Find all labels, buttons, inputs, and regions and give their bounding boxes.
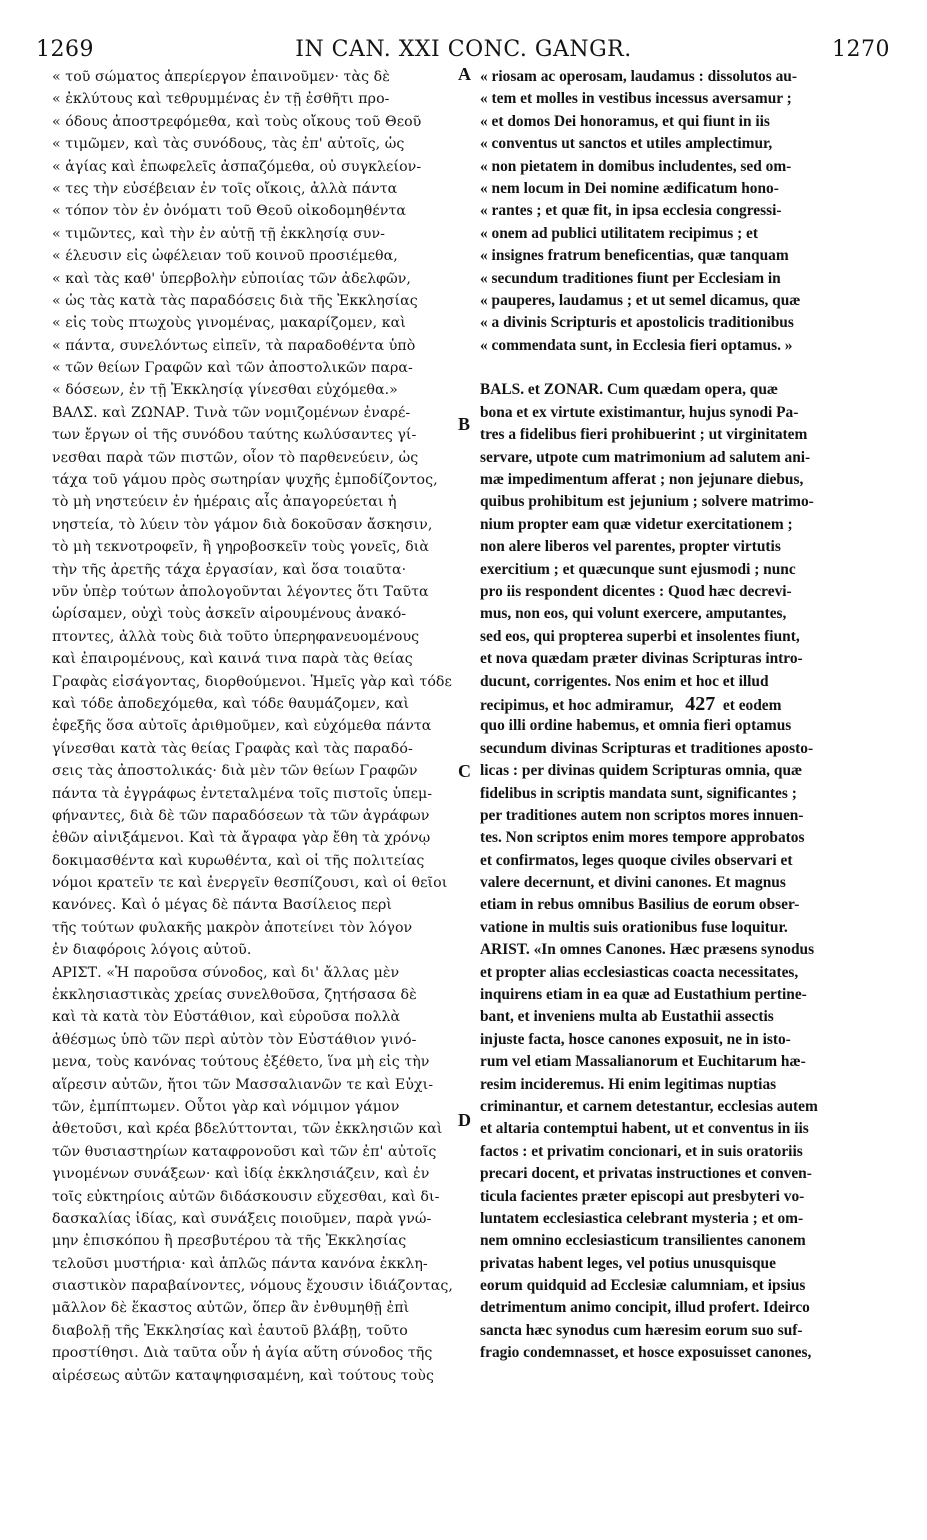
latin-text-line: bant, et inveniens multa ab Eustathii assectis <box>480 1008 774 1026</box>
latin-text-line: « insignes fratrum beneficentias, quæ tanquam <box>480 247 789 265</box>
greek-text-line: νεσθαι παρὰ τῶν πιστῶν, οἷον τὸ παρθενεύειν, ὡς <box>52 449 419 466</box>
latin-text-line: tres a fidelibus fieri prohibuerint ; ut virginitatem <box>480 426 808 444</box>
latin-text-line: sancta hæc synodus cum hæresim eorum suo suf- <box>480 1321 803 1339</box>
greek-text-line: « ὡς τὰς κατὰ τὰς παραδόσεις διὰ τῆς Ἐκκλησίας <box>52 292 418 309</box>
latin-text-line: et nova quædam præter divinas Scripturas intro- <box>480 650 803 668</box>
greek-text-line: τῶν, ἐμπίπτωμεν. Οὗτοι γὰρ καὶ νόμιμον γάμον <box>52 1098 400 1115</box>
section-marker-b: B <box>458 414 471 434</box>
latin-text-line: pro iis respondent dicentes : Quod hæc decrevi- <box>480 582 792 600</box>
greek-text-line: ΒΑΛΣ. καὶ ΖΩΝΑΡ. Τινὰ τῶν νομιζομένων ἐναρέ- <box>52 404 411 421</box>
greek-text-line: σεις τὰς ἀποστολικάς· διὰ μὲν τῶν θείων Γραφῶν <box>52 763 418 780</box>
greek-text-line: « όδους ἀποστρεφόμεθα, καὶ τοὺς οἴκους τοῦ Θεοῦ <box>52 113 422 130</box>
greek-text-line: πάντα τὰ ἐγγράφως ἐντεταλμένα τοῖς πιστοῖς ὑπεμ- <box>52 785 433 802</box>
greek-text-line: μην ἐπισκόπου ἢ πρεσβυτέρου τὰ τῆς Ἐκκλησίας <box>52 1233 407 1250</box>
page-number-right: 1270 <box>832 37 890 62</box>
greek-text-line: φήναντες, διὰ δὲ τῶν παραδόσεων τὰ τῶν ἀγράφων <box>52 807 430 824</box>
greek-text-line: καὶ τόδε ἀποδεχόμεθα, καὶ τόδε θαυμάζομεν, καὶ <box>52 695 410 712</box>
latin-text-line: ticula facientes præter episcopi aut presbyteri vo- <box>480 1187 805 1205</box>
section-marker-d: D <box>458 1110 471 1130</box>
latin-text-line: « onem ad publici utilitatem recipimus ; et <box>480 224 759 242</box>
greek-text-line: « τες τὴν εὐσέβειαν ἐν τοῖς οἴκοις, ἀλλὰ πάντα <box>52 180 398 197</box>
greek-text-line: αἱρέσεως αὐτῶν καταψηφισαμένη, καὶ τούτους τοὺς <box>52 1367 434 1384</box>
latin-text-line: tes. Non scriptos enim mores tempore approbatos <box>480 829 805 847</box>
latin-text-line: sed eos, qui propterea superbi et insolentes fiunt, <box>480 627 800 645</box>
latin-text-line: mæ impedimentum afferat ; non jejunare diebus, <box>480 471 804 489</box>
latin-text-line: « nem locum in Dei nomine ædificatum hono- <box>480 179 779 197</box>
greek-text-line: μᾶλλον δὲ ἕκαστος αὐτῶν, ὅπερ ἂν ἐνθυμηθῇ ἐπὶ <box>52 1300 410 1317</box>
latin-text-line: et propter alias ecclesiasticas coacta necessitates, <box>480 963 799 981</box>
latin-text-line: « riosam ac operosam, laudamus : dissolutos au- <box>480 68 797 85</box>
greek-text-line: τῆς τούτων φυλακῆς μακρὸν ἀποτείνει τὸν λόγον <box>52 919 413 936</box>
latin-text-line: factos : et privatim concionari, et in suis oratoriis <box>480 1142 803 1160</box>
latin-text-line: etiam in rebus omnibus Basilius de eorum obser- <box>480 896 800 914</box>
greek-text-line: « καὶ τὰς καθ' ὑπερβολὴν εὐποιίας τῶν ἀδελφῶν, <box>52 270 411 287</box>
latin-text-line: non alere liberos vel parentes, propter virtutis <box>480 538 781 556</box>
greek-text-line: « τόπον τὸν ἐν ὀνόματι τοῦ Θεοῦ οἰκοδομηθέντα <box>52 203 406 220</box>
greek-text-line: δοκιμασθέντα καὶ κυρωθέντα, καὶ οἱ τῆς πολιτείας <box>52 852 425 869</box>
latin-text-line: « commendata sunt, in Ecclesia fieri optamus. » <box>480 336 793 354</box>
greek-text-line: « δόσεων, ἐν τῇ Ἐκκλησίᾳ γίνεσθαι εὐχόμεθα.» <box>52 382 398 399</box>
latin-text-line: nium propter eam quæ videtur exercitationem ; <box>480 515 793 533</box>
greek-text-line: νηστεία, τὸ λύειν τὸν γάμον διὰ δοκοῦσαν ἄσκησιν, <box>52 516 433 533</box>
greek-text-line: ἐφεξῆς ὅσα αὐτοῖς ἀριθμοῦμεν, καὶ εὐχόμεθα πάντα <box>52 718 432 735</box>
latin-column <box>480 66 892 1365</box>
greek-text-line: τελοῦσι μυστήρια· καὶ ἁπλῶς πάντα κανόνα ἐκκλη- <box>52 1255 428 1272</box>
latin-text-line: mus, non eos, qui volunt exercere, amputantes, <box>480 605 787 623</box>
latin-text-line: « et domos Dei honoramus, et qui fiunt in iis <box>480 112 770 130</box>
latin-text-line: precari docent, et privatas instructiones et conven- <box>480 1165 812 1183</box>
greek-text-line: αἵρεσιν αὐτῶν, ἤτοι τῶν Μασσαλιανῶν τε καὶ Εὐχι- <box>52 1076 434 1093</box>
greek-text-line: καὶ ἐπαιρομένους, καὶ καινά τινα παρὰ τὰς θείας <box>52 651 413 668</box>
greek-text-line: « τιμῶντες, καὶ τὴν ἐν αὐτῇ τῇ ἐκκλησίᾳ συν- <box>52 225 385 242</box>
latin-text-line: fragio condemnasset, et hosce exposuisset canones, <box>480 1344 812 1362</box>
inline-continuation-text: et eodem <box>715 696 782 714</box>
latin-text-line: « conventus ut sanctos et utiles amplectimur, <box>480 135 773 153</box>
latin-text-line: privatas habent leges, vel potius unusquisque <box>480 1254 776 1272</box>
greek-text-line: τάχα τοῦ γάμου πρὸς σωτηρίαν ψυχῆς ἐμποδίζοντος, <box>52 472 438 489</box>
running-title: IN CAN. XXI CONC. GANGR. <box>295 37 632 62</box>
greek-column <box>52 66 472 1387</box>
inline-page-number: 427 <box>685 692 716 715</box>
greek-text-line: τὸ μὴ τεκνοτροφεῖν, ἢ γηροβοσκεῖν τοὺς γονεῖς, διὰ <box>52 539 429 556</box>
latin-text-line: ducunt, corrigentes. Nos enim et hoc et illud <box>480 672 769 690</box>
latin-text-line: licas : per divinas quidem Scripturas omnia, quæ <box>480 762 803 780</box>
section-marker-c: C <box>458 761 471 781</box>
latin-text-line: ARIST. «In omnes Canones. Hæc præsens synodus <box>480 941 815 959</box>
greek-text-line: « τιμῶμεν, καὶ τὰς συνόδους, τὰς ἐπ' αὐτοῖς, ὡς <box>52 136 405 153</box>
latin-text-line: criminantur, et carnem detestantur, ecclesias autem <box>480 1097 818 1115</box>
greek-text-line: των ἔργων οἱ τῆς συνόδου ταύτης κωλύσαντες γί- <box>52 427 417 444</box>
greek-text-line: διαβολῇ τῆς Ἐκκλησίας καὶ ἑαυτοῦ βλάβῃ, τοῦτο <box>52 1322 408 1339</box>
latin-text-line: « non pietatem in domibus includentes, sed om- <box>480 157 792 175</box>
greek-text-line: σιαστικὸν παραβαίνοντες, νόμους ἔχουσιν ἰδιάζοντας, <box>52 1278 453 1295</box>
greek-text-line: γίνεσθαι κατὰ τὰς θείας Γραφὰς καὶ τὰς παραδό- <box>52 740 413 757</box>
greek-text-line: μενα, τοὺς κανόνας τούτους ἐξέθετο, ἵνα μὴ εἰς τὴν <box>52 1054 430 1071</box>
greek-text-line: ἀθετοῦσι, καὶ κρέα βδελύττονται, τῶν ἐκκλησιῶν καὶ <box>52 1121 443 1138</box>
latin-text-line: valere decernunt, et divini canones. Et magnus <box>480 874 786 892</box>
greek-text-line: Γραφὰς εἰσάγοντας, διορθούμενοι. Ἡμεῖς γὰρ καὶ τόδε <box>52 673 452 690</box>
latin-text-line: bona et ex virtute existimantur, hujus synodi Pa- <box>480 403 799 421</box>
greek-text-line: τοῖς εὐκτηρίοις αὐτῶν διδάσκουσιν εὔχεσθαι, καὶ δι- <box>52 1188 440 1205</box>
latin-text-line: resim incideremus. Hi enim legitimas nuptias <box>480 1075 777 1093</box>
greek-text-line: « έλευσιν εἰς ὠφέλειαν τοῦ κοινοῦ προσιέμεθα, <box>52 248 398 265</box>
greek-text-line: κανόνες. Καὶ ὁ μέγας δὲ πάντα Βασίλειος περὶ <box>52 897 393 914</box>
latin-text-line: servare, utpote cum matrimonium ad salutem ani- <box>480 448 811 466</box>
latin-text-line: « secundum traditiones fiunt per Ecclesiam in <box>480 269 781 287</box>
latin-text-line: detrimentum animo concipit, illud profert. Ideirco <box>480 1299 810 1317</box>
latin-text-line: inquirens etiam in ea quæ ad Eustathium pertine- <box>480 986 807 1004</box>
greek-text-line: ἐκκλησιαστικὰς χρείας συνελθοῦσα, ζητήσασα δὲ <box>52 987 417 1004</box>
greek-text-line: καὶ τὰ κατὰ τὸν Εὐστάθιον, καὶ εὑροῦσα πολλὰ <box>52 1009 401 1026</box>
latin-text-line: injuste facta, hosce canones exposuit, ne in isto- <box>480 1030 791 1048</box>
page-number-left: 1269 <box>36 37 94 62</box>
latin-text-line <box>480 357 892 379</box>
greek-text-line: γινομένων συνάξεων· καὶ ἰδίᾳ ἐκκλησιάζειν, καὶ ἐν <box>52 1166 430 1183</box>
latin-text-line: quo illi ordine habemus, et omnia fieri optamus <box>480 717 792 735</box>
greek-text-line: « τῶν θείων Γραφῶν καὶ τῶν ἀποστολικῶν παρα- <box>52 360 413 377</box>
greek-text-line: ΑΡΙΣΤ. «Ἡ παροῦσα σύνοδος, καὶ δι' ἄλλας μὲν <box>52 964 400 981</box>
latin-text-line: exercitium ; et quæcunque sunt ejusmodi ; nunc <box>480 560 796 578</box>
greek-text-line: δασκαλίας ἰδίας, καὶ συνάξεις ποιοῦμεν, παρὰ γνώ- <box>52 1210 432 1227</box>
greek-text-line: « πάντα, συνελόντως εἰπεῖν, τὰ παραδοθέντα ὑπὸ <box>52 337 416 354</box>
latin-text-line: recipimus, et hoc admiramur, 427 et eodem <box>480 692 782 715</box>
greek-text-line: « ἁγίας καὶ ἐπωφελεῖς ἀσπαζόμεθα, οὐ συγκλείον- <box>52 158 422 175</box>
latin-text-line: luntatem ecclesiastica celebrant mysteria ; et om- <box>480 1209 804 1227</box>
greek-text-line: νόμοι κρατεῖν τε καὶ ἐνεργεῖν θεσπίζουσι, καὶ οἱ θεῖοι <box>52 875 448 892</box>
greek-text-line: τὸ μὴ νηστεύειν ἐν ἡμέραις αἷς ἀπαγορεύεται ἡ <box>52 494 397 511</box>
latin-text-line: et altaria contemptui habent, ut et conventus in iis <box>480 1120 809 1138</box>
latin-text-line: eorum quidquid ad Ecclesiæ calumniam, et ipsius <box>480 1277 806 1295</box>
latin-text-line: nem omnino ecclesiasticum transilientes canonem <box>480 1232 806 1250</box>
greek-text-line: τῶν θυσιαστηρίων καταφρονοῦσι καὶ τῶν ἐπ' αὐτοῖς <box>52 1143 437 1160</box>
latin-text-line: rum vel etiam Massalianorum et Euchitarum hæ- <box>480 1053 806 1071</box>
latin-text-line: « pauperes, laudamus ; et ut semel dicamus, quæ <box>480 291 801 309</box>
greek-text-line: νῦν ὑπὲρ τούτων ἀπολογοῦνται λέγοντες ὅτι Ταῦτα <box>52 583 429 600</box>
latin-text-line: BALS. et ZONAR. Cum quædam opera, quæ <box>480 381 779 399</box>
greek-text-line: ἐθῶν αἰνιξάμενοι. Καὶ τὰ ἄγραφα γὰρ ἔθη τὰ χρόνῳ <box>52 830 431 847</box>
latin-text-line: « rantes ; et quæ fit, in ipsa ecclesia congressi- <box>480 202 782 220</box>
latin-text-line: fidelibus in scriptis mandata sunt, significantes ; <box>480 784 797 802</box>
greek-text-line: προστίθησι. Διὰ ταῦτα οὖν ἡ ἁγία αὕτη σύνοδος τῆς <box>52 1345 433 1362</box>
latin-text-line: « a divinis Scripturis et apostolicis traditionibus <box>480 314 794 332</box>
latin-text-line: per traditiones autem non scriptos mores innuen- <box>480 806 804 824</box>
latin-text-line: et confirmatos, leges quoque civiles observari et <box>480 851 793 869</box>
greek-text-line: ἀθέσμως ὑπὸ τῶν περὶ αὐτὸν τὸν Εὐστάθιον γινό- <box>52 1031 417 1048</box>
latin-text-line: secundum divinas Scripturas et traditiones aposto- <box>480 739 814 757</box>
greek-text-line: ἐν διαφόροις λόγοις αὐτοῦ. <box>52 942 252 959</box>
greek-text-line: « ἐκλύτους καὶ τεθρυμμένας ἐν τῇ ἐσθῆτι προ- <box>52 91 390 108</box>
greek-text-line: πτοντες, ἀλλὰ τοὺς διὰ τοῦτο ὑπερηφανευομένους <box>52 628 420 645</box>
greek-text-line: « εἰς τοὺς πτωχοὺς γινομένας, μακαρίζομεν, καὶ <box>52 315 406 332</box>
greek-text-line: « τοῦ σώματος ἀπερίεργον ἐπαινοῦμεν· τὰς δὲ <box>52 69 390 85</box>
greek-text-line: ὡρίσαμεν, οὐχὶ τοὺς ἀσκεῖν αἱρουμένους ἀνακό- <box>52 606 407 623</box>
section-marker-a: A <box>458 64 471 84</box>
latin-text-line: quibus prohibitum est jejunium ; solvere matrimo- <box>480 493 814 511</box>
greek-text-line: τὴν τῆς ἀρετῆς τάχα ἐργασίαν, καὶ ὅσα τοιαῦτα· <box>52 561 407 578</box>
latin-text-line: vatione in multis suis orationibus fuse loquitur. <box>480 918 788 936</box>
latin-text-line: « tem et molles in vestibus incessus aversamur ; <box>480 90 792 108</box>
